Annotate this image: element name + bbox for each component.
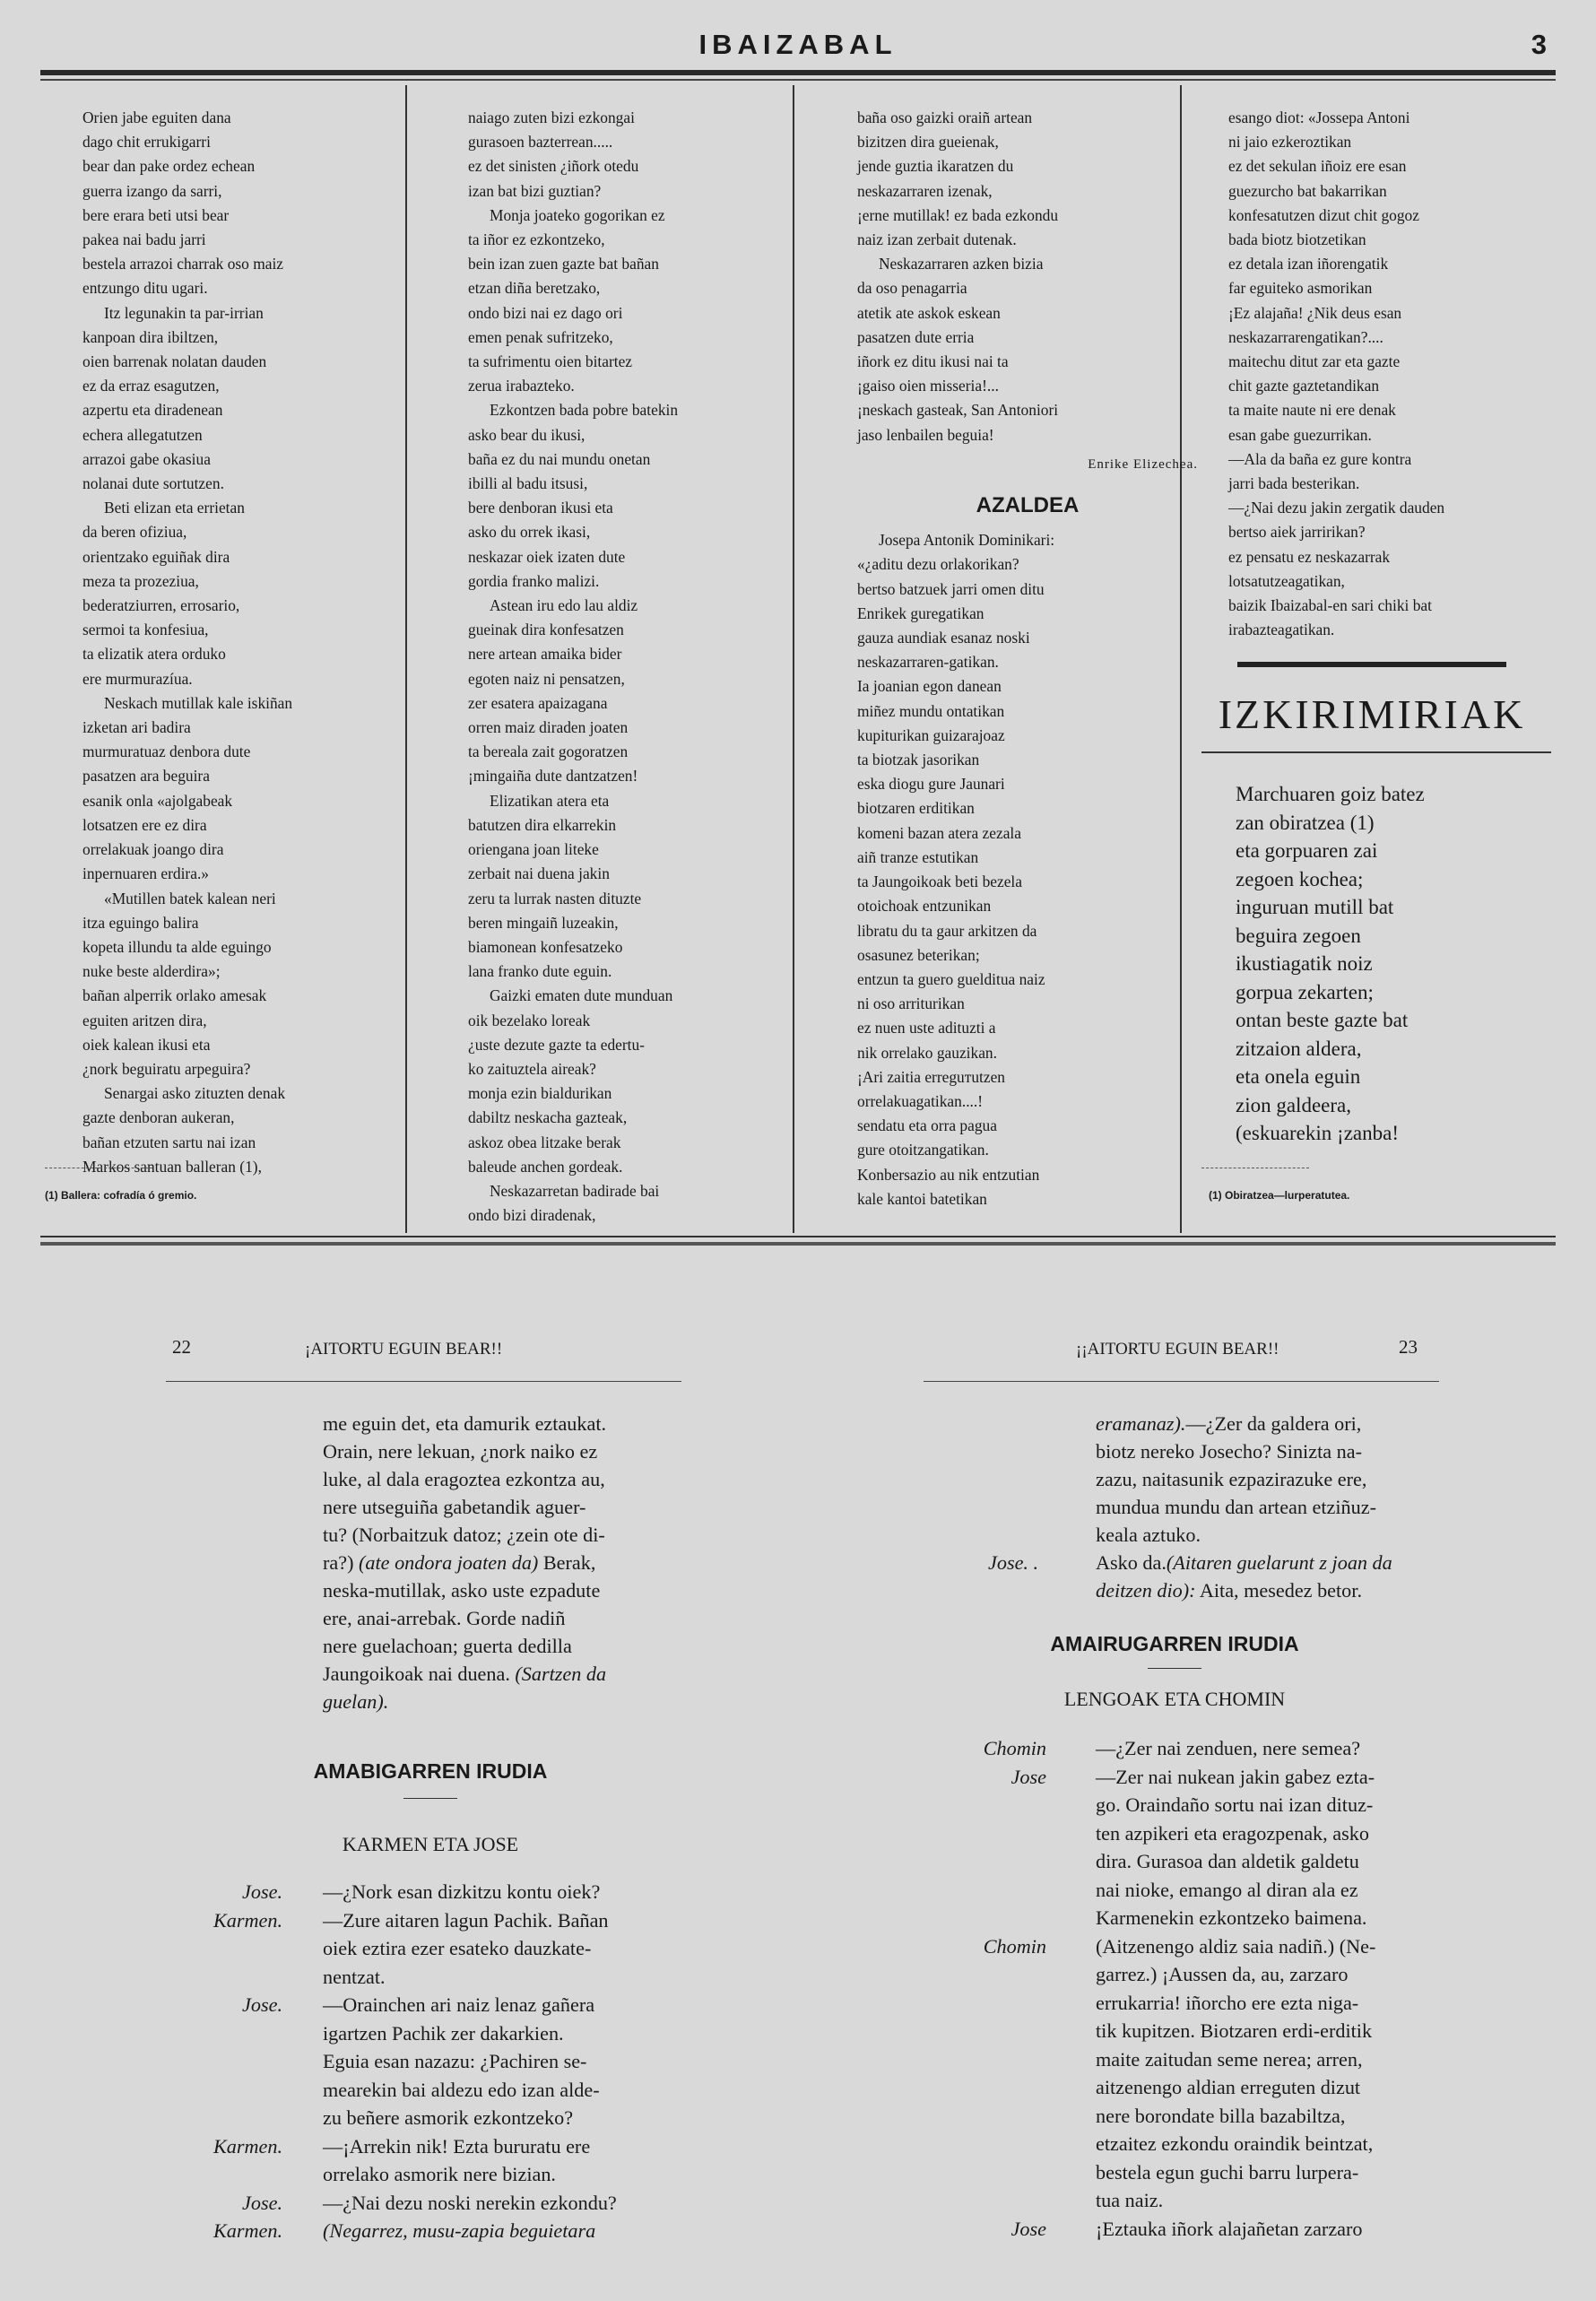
text-line: oien barrenak nolatan dauden: [82, 352, 267, 371]
text-line: neskazar oiek izaten dute: [468, 547, 626, 566]
header-rule-thin: [40, 79, 1556, 81]
text-line: ontan beste gazte bat: [1236, 1009, 1409, 1031]
dialogue-line: ten azpikeri eta eragozpenak, asko: [1096, 1821, 1369, 1845]
text-line: ta maite naute ni ere denak: [1228, 401, 1396, 420]
dialogue-line: aitzenengo aldian erreguten dizut: [1096, 2076, 1361, 2098]
dialogue-line: zu beñere asmorik ezkontzeko?: [323, 2106, 574, 2129]
text-line: egoten naiz ni pensatzen,: [468, 669, 625, 688]
text-line: kale kantoi batetikan: [857, 1189, 987, 1208]
text-line: bere erara beti utsi bear: [82, 205, 230, 224]
text-line: irabazteagatikan.: [1228, 621, 1335, 639]
text-line: oik bezelako loreak: [468, 1011, 591, 1029]
dialogue-line: errukarria! iñorcho ere ezta niga-: [1096, 1991, 1359, 2014]
text-line: baizik Ibaizabal-en sari chiki bat: [1228, 596, 1432, 615]
text-line: naiago zuten bizi ezkongai: [468, 109, 635, 126]
text-line: arrazoi gabe okasiua: [82, 449, 211, 468]
speaker-name: Jose: [1011, 1765, 1046, 1788]
text-line: Astean iru edo lau aldiz: [490, 596, 638, 615]
text-line: keala aztuko.: [1096, 1524, 1201, 1546]
text-line: biotzaren erditikan: [857, 799, 975, 818]
text-line: gauza aundiak esanaz noski: [857, 629, 1030, 647]
dialogue-line: —Zure aitaren lagun Pachik. Bañan: [323, 1908, 609, 1932]
text-line: ni oso arriturikan: [857, 994, 965, 1013]
text-line: entzungo ditu ugari.: [82, 279, 208, 298]
text-line: murmuratuaz denbora dute: [82, 742, 251, 761]
text-line: nere artean amaika bider: [468, 645, 622, 664]
text-line: Ia joanian egon danean: [857, 677, 1002, 696]
text-line: Neskazarretan badirade bai: [490, 1181, 660, 1200]
text-line: ¡gaiso oien misseria!...: [857, 377, 999, 395]
text-line: otoichoak entzunikan: [857, 897, 992, 916]
text-line: ez nuen uste adituzti a: [857, 1019, 996, 1038]
text-line: ibilli al badu itsusi,: [468, 474, 588, 493]
text-line: inguruan mutill bat: [1236, 896, 1394, 918]
text-line: itza eguingo balira: [82, 913, 199, 932]
text-line: luke, al dala eragoztea ezkontza au,: [323, 1468, 605, 1490]
text-line: da oso penagarria: [857, 279, 967, 298]
text-line: pasatzen dute erria: [857, 327, 975, 346]
text-line: asko du orrek ikasi,: [468, 523, 591, 542]
text-line: miñez mundu ontatikan: [857, 701, 1005, 720]
dialogue-line: mearekin bai aldezu edo izan alde-: [323, 2078, 600, 2101]
text-line: esan gabe guezurrikan.: [1228, 425, 1372, 444]
text-line: nere guelachoan; guerta dedilla: [323, 1635, 572, 1657]
text-line: etzan diña beretzako,: [468, 279, 601, 298]
text-line: ¡erne mutillak! ez bada ezkondu: [857, 205, 1059, 224]
text-line: bañan etzuten sartu nai izan: [82, 1133, 256, 1151]
text-line: sermoi ta konfesiua,: [82, 621, 209, 639]
speaker-name: Jose.: [242, 1880, 282, 1903]
dialogue-line: go. Oraindaño sortu nai izan dituz-: [1096, 1793, 1374, 1816]
text-line: Jaungoikoak nai duena. (Sartzen da: [323, 1663, 607, 1685]
dialogue-line: nere borondate billa bazabiltza,: [1096, 2104, 1346, 2127]
text-line: ez pensatu ez neskazarrak: [1228, 547, 1391, 566]
text-line: jaso lenbailen beguia!: [857, 425, 994, 444]
text-line: izketan ari badira: [82, 718, 191, 737]
text-line: orientzako eguiñak dira: [82, 547, 230, 566]
speaker-name: Karmen.: [213, 2134, 282, 2158]
text-line: pasatzen ara beguira: [82, 767, 210, 786]
dialogue-line: ¡Eztauka iñork alajañetan zarzaro: [1096, 2217, 1363, 2240]
text-line: mundua mundu dan artean etziñuz-: [1096, 1496, 1376, 1518]
izkirimiriak-text: [1236, 780, 1558, 1148]
text-line: kanpoan dira ibiltzen,: [82, 327, 219, 346]
text-line: jarri bada besterikan.: [1228, 474, 1360, 493]
dialogue-line: etzaitez ezkondu oraindik beintzat,: [1096, 2132, 1374, 2155]
dialogue-line: tua naiz.: [1096, 2189, 1164, 2211]
text-line: nere utseguiña gabetandik aguer-: [323, 1496, 586, 1518]
text-line: ra?) (ate ondora joaten da) Berak,: [323, 1551, 596, 1574]
text-line: Senargai asko zituzten denak: [104, 1084, 286, 1103]
scene-rule: [403, 1798, 457, 1799]
speaker-name: Chomin: [983, 1934, 1046, 1958]
page-bottom-rule-thick: [40, 1242, 1556, 1246]
text-line: eta gorpuaren zai: [1236, 839, 1378, 862]
dialogue-line: garrez.) ¡Aussen da, au, zarzaro: [1096, 1963, 1349, 1985]
text-line: lotsatzen ere ez dira: [82, 815, 207, 834]
page-number: 3: [1531, 29, 1547, 60]
text-line: Elizatikan atera eta: [490, 791, 610, 810]
book-right-body: [1096, 1410, 1463, 1549]
text-line: ere murmurazíua.: [82, 669, 193, 688]
page-title: IBAIZABAL: [698, 29, 898, 60]
text-line: —¿Nai dezu jakin zergatik dauden: [1228, 499, 1445, 517]
text-line: zerbait nai duena jakin: [468, 864, 610, 883]
speaker-name: Jose.: [242, 2191, 282, 2214]
text-line: lotsatutzeagatikan,: [1228, 571, 1345, 590]
text-line: aiñ tranze estutikan: [857, 847, 979, 866]
text-line: eska diogu gure Jaunari: [857, 775, 1005, 794]
book-header-rule: [924, 1381, 1439, 1382]
text-line: inpernuaren erdira.»: [82, 864, 209, 883]
text-line: Beti elizan eta errietan: [104, 499, 245, 517]
text-line: nuke beste alderdira»;: [82, 962, 221, 981]
dialogue-line: nentzat.: [323, 1965, 386, 1988]
dialogue-line: igartzen Pachik zer dakarkien.: [323, 2021, 564, 2045]
text-line: neskazarraren-gatikan.: [857, 653, 999, 672]
text-line: ta iñor ez ezkontzeko,: [468, 230, 605, 249]
text-line: neskazarrarengatikan?....: [1228, 327, 1383, 346]
text-line: bertso aiek jarririkan?: [1228, 523, 1366, 542]
text-line: me eguin det, eta damurik eztaukat.: [323, 1412, 607, 1435]
text-line: ni jaio ezkeroztikan: [1228, 133, 1352, 152]
text-line: Konbersazio au nik entzutian: [857, 1165, 1040, 1184]
text-line: ta sufrimentu oien bitartez: [468, 352, 633, 371]
text-line: gure otoitzangatikan.: [857, 1141, 989, 1159]
text-line: lana franko dute eguin.: [468, 962, 612, 981]
speaker-name: Jose.: [242, 1993, 282, 2016]
text-line: ta elizatik atera orduko: [82, 645, 226, 664]
text-line: dabiltz neskacha gazteak,: [468, 1108, 628, 1127]
text-line: gordia franko malizi.: [468, 571, 600, 590]
text-line: oriengana joan liteke: [468, 840, 599, 859]
book-running-title-left: ¡AITORTU EGUIN BEAR!!: [305, 1340, 503, 1359]
text-line: zitzaion aldera,: [1236, 1037, 1362, 1060]
text-line: gorpua zekarten;: [1236, 980, 1374, 1003]
text-line: eguiten aritzen dira,: [82, 1011, 207, 1029]
text-line: jende guztia ikaratzen du: [857, 157, 1014, 176]
text-line: biotz nereko Josecho? Sinizta na-: [1096, 1440, 1362, 1463]
text-line: gurasoen bazterrean.....: [468, 133, 613, 152]
scene-subtitle-right: LENGOAK ETA CHOMIN: [1063, 1688, 1286, 1710]
text-line: (eskuarekin ¡zanba!: [1236, 1122, 1399, 1144]
text-line: oiek kalean ikusi eta: [82, 1035, 211, 1054]
text-line: orrelakuagatikan....!: [857, 1091, 984, 1110]
text-line: ondo bizi diradenak,: [468, 1206, 596, 1225]
text-line: guelan).: [323, 1690, 389, 1713]
dialogue-line: Karmenekin ezkontzeko baimena.: [1096, 1906, 1367, 1929]
text-line: gueinak dira konfesatzen: [468, 621, 624, 639]
text-line: zegoen kochea;: [1236, 867, 1364, 890]
text-line: Ezkontzen bada pobre batekin: [490, 401, 679, 420]
text-line: baña ez du nai mundu onetan: [468, 449, 651, 468]
text-line: kupiturikan guizarajoaz: [857, 725, 1005, 744]
book-header-rule: [166, 1381, 681, 1382]
text-line: Monja joateko gogorikan ez: [490, 205, 665, 224]
text-line: neskazarraren izenak,: [857, 181, 993, 200]
text-line: ez det sekulan iñoiz ere esan: [1228, 157, 1407, 176]
text-line: zan obiratzea (1): [1236, 811, 1375, 834]
book-left-body: [323, 1410, 681, 1715]
text-line: atetik ate askok eskean: [857, 303, 1001, 322]
text-line: Orain, nere lekuan, ¿nork naiko ez: [323, 1440, 598, 1463]
scene-title-left: AMABIGARREN IRUDIA: [313, 1759, 548, 1783]
text-line: Itz legunakin ta par-irrian: [104, 303, 264, 322]
text-line: sendatu eta orra pagua: [857, 1116, 997, 1135]
column-2: [468, 106, 809, 1228]
text-line: beren mingaiñ luzeakin,: [468, 913, 619, 932]
text-line: ondo bizi nai ez dago ori: [468, 303, 623, 322]
text-line: chit gazte gaztetandikan: [1228, 377, 1380, 395]
text-line: ta Jaungoikoak beti bezela: [857, 873, 1022, 891]
text-line: ¡Ari zaitia erreguтutzen: [857, 1067, 1005, 1086]
dialogue-line: bestela egun guchi barru lurpera-: [1096, 2160, 1359, 2184]
book-page-number-right: 23: [1399, 1336, 1418, 1358]
dialogue-line: —¿Nai dezu noski nerekin ezkondu?: [323, 2191, 617, 2214]
section-rule: [1201, 751, 1551, 753]
text-line: Neskazarraren azken bizia: [879, 255, 1044, 274]
dialogue-line: —Orainchen ari naiz lenaz gañera: [323, 1993, 595, 2016]
text-line: biamonean konfesatzeko: [468, 937, 623, 956]
text-line: eramanaz).—¿Zer da galdera ori,: [1096, 1412, 1362, 1435]
section-title-azaldea: AZALDEA: [976, 493, 1080, 518]
text-line: iñork ez ditu ikusi nai ta: [857, 352, 1009, 371]
text-line: zerua irabazteko.: [468, 377, 575, 395]
column-3: [857, 106, 1198, 1211]
text-line: echera allegatutzen: [82, 425, 203, 444]
dialogue-line: —¿Nork esan dizkitzu kontu oiek?: [323, 1880, 601, 1903]
text-line: eta onela eguin: [1236, 1065, 1361, 1088]
text-line: azpertu eta diradenean: [82, 401, 223, 420]
text-line: esanik onla «ajolgabeak: [82, 791, 233, 810]
dialogue-line: —¿Zer nai zenduen, nere semea?: [1096, 1737, 1361, 1759]
speaker-name: Jose: [1011, 2217, 1046, 2240]
dialogue-line: oiek eztira ezer esateko dauzkate-: [323, 1937, 592, 1959]
text-line: monja ezin bialdurikan: [468, 1084, 612, 1103]
scene-rule: [1148, 1668, 1201, 1669]
text-line: «Mutillen batek kalean neri: [104, 889, 276, 907]
text-line: ere, anai-arrebak. Gorde nadiñ: [323, 1607, 566, 1629]
dialogue-line: tik kupitzen. Biotzaren erdi-erditik: [1096, 2019, 1373, 2042]
text-line: entzun ta guero gueldituа naiz: [857, 969, 1045, 988]
text-line: Gaizki ematen dute munduan: [490, 986, 673, 1005]
text-line: bestela arrazoi charrak oso maiz: [82, 255, 284, 274]
text-line: kopeta illundu ta alde eguingo: [82, 937, 272, 956]
text-line: ez det sinisten ¿iñork otedu: [468, 157, 639, 176]
scene-subtitle-left: KARMEN ETA JOSE: [342, 1833, 519, 1855]
speaker-name: Chomin: [983, 1737, 1046, 1759]
text-line: zazu, naitasunik ezpazirazuke ere,: [1096, 1468, 1367, 1490]
text-line: libratu du ta gaur arkitzen da: [857, 921, 1037, 940]
dialogue-line: orrelako asmorik nere bizian.: [323, 2163, 556, 2185]
text-line: dago chit errukigarri: [82, 133, 211, 152]
ornament-rule: [1237, 662, 1506, 667]
text-line: zeru ta lurrak nasten dituzte: [468, 889, 642, 907]
text-line: ko zaituztela aireak?: [468, 1059, 596, 1078]
column-1: [82, 106, 423, 1179]
header-rule: [40, 70, 1556, 75]
text-line: naiz izan zerbait dutenak.: [857, 230, 1017, 249]
text-line: bizitzen dira gueienak,: [857, 133, 999, 152]
dialogue-line: nai nioke, emango al diran ala ez: [1096, 1878, 1358, 1901]
text-line: bañan alperrik orlako amesak: [82, 986, 267, 1005]
text-line: ta biotzak jasorikan: [857, 751, 980, 769]
text-line: batutzen dira elkarrekin: [468, 815, 617, 834]
scene-title-right: AMAIRUGARREN IRUDIA: [1050, 1632, 1299, 1655]
text-line: ez da erraz esagutzen,: [82, 377, 220, 395]
text-line: askoz obea litzake berak: [468, 1133, 621, 1151]
text-line: ¡mingaiña dute dantzatzen!: [468, 767, 638, 786]
text-line: Orien jabe eguiten dana: [82, 109, 231, 126]
text-line: nolanai dute sortutzen.: [82, 474, 224, 493]
dialogue-line: —¡Arrekin nik! Ezta bururatu ere: [323, 2134, 591, 2158]
text-line: komeni bazan atera zezala: [857, 823, 1021, 842]
text-line: bein izan zuen gazte bat bañan: [468, 255, 659, 274]
text-line: bear dan pake ordez echean: [82, 157, 256, 176]
jose-line: Jose. . Asko da.(Aitaren guelarunt z joan da deitzen dio): Aita, mesedez betor.: [988, 1551, 1392, 1602]
text-line: Enrikek guregatikan: [857, 603, 984, 622]
text-line: ta bereala zait gogoratzen: [468, 742, 629, 761]
section-title-izkirimiriak: IZKIRIMIRIAK: [1218, 691, 1526, 737]
text-line: ikustiagatik noiz: [1236, 952, 1373, 975]
footnote: (1) Ballera: cofradía ó gremio.: [45, 1189, 197, 1202]
text-line: meza ta prozeziua,: [82, 571, 199, 590]
dialogue-line: (Negarrez, musu-zapia beguietara: [323, 2219, 596, 2242]
dialogue-line: dira. Gurasoa dan aldetik galdetu: [1096, 1850, 1359, 1872]
text-line: far eguiteko asmorikan: [1228, 279, 1373, 298]
text-line: konfesatutzen dizut chit gogoz: [1228, 205, 1419, 224]
text-line: bertso batzuek jarri omen ditu: [857, 579, 1045, 598]
text-line: maitechu ditut zar eta gazte: [1228, 352, 1401, 371]
speaker-name: Karmen.: [213, 1908, 282, 1932]
text-line: beguira zegoen: [1236, 924, 1361, 947]
text-line: orrelakuak joango dira: [82, 840, 224, 859]
dialogue-line: —Zer nai nukean jakin gabez ezta-: [1096, 1765, 1375, 1788]
text-line: izan bat bizi guztian?: [468, 181, 602, 200]
text-line: pakea nai badu jarri: [82, 230, 206, 249]
text-line: emen penak sufritzeko,: [468, 327, 613, 346]
text-line: Josepa Antonik Dominikari:: [879, 531, 1055, 550]
text-line: —Ala da baña ez gure kontra: [1228, 449, 1412, 468]
book-page-number-left: 22: [172, 1336, 191, 1358]
text-line: baña oso gaizki oraiñ artean: [857, 109, 1033, 126]
speaker-name: Karmen.: [213, 2219, 282, 2242]
text-line: zer esatera apaizagana: [468, 693, 608, 712]
text-line: Marchuaren goiz batez: [1236, 783, 1425, 805]
text-line: ¡Ez alajaña! ¿Nik deus esan: [1228, 303, 1402, 322]
text-line: guerra izango da sarri,: [82, 181, 222, 200]
text-line: ez detala izan iñorengatik: [1228, 255, 1389, 274]
text-line: «¿aditu dezu orlakorikan?: [857, 555, 1019, 574]
column-4: [1228, 106, 1569, 642]
text-line: osasunez beterikan;: [857, 945, 980, 964]
text-line: zion galdeera,: [1236, 1093, 1351, 1116]
text-line: esango diot: «Jossepa Antoni: [1228, 109, 1410, 126]
text-line: bederatziurren, errosario,: [82, 596, 240, 615]
text-line: Markos santuan balleran (1),: [82, 1157, 262, 1176]
text-line: asko bear du ikusi,: [468, 425, 585, 444]
text-line: nik orrelako gauzikan.: [857, 1043, 997, 1062]
text-line: ¿nork beguiratu arpeguira?: [82, 1059, 251, 1078]
text-line: bada biotz biotzetikan: [1228, 230, 1366, 249]
page-bottom-rule: [40, 1236, 1556, 1237]
text-line: Neskach mutillak kale iskiñan: [104, 693, 293, 712]
text-line: da beren ofiziua,: [82, 523, 187, 542]
text-line: baleude anchen gordeak.: [468, 1157, 623, 1176]
text-line: guezurcho bat bakarrikan: [1228, 181, 1387, 200]
text-line: ¡neskach gasteak, San Antoniori: [857, 401, 1059, 420]
book-running-title-right: ¡¡AITORTU EGUIN BEAR!!: [1076, 1340, 1279, 1359]
text-line: tu? (Norbaitzuk datoz; ¿zein ote di-: [323, 1524, 605, 1546]
text-line: neska-mutillak, asko uste ezpadute: [323, 1579, 601, 1602]
text-line: bere denboran ikusi eta: [468, 499, 613, 517]
dialogue-line: maite zaitudan seme nerea; arren,: [1096, 2047, 1363, 2071]
dialogue-line: Eguia esan nazazu: ¿Pachiren se-: [323, 2050, 587, 2072]
dialogue-line: (Aitzenengo aldiz saia nadiñ.) (Ne-: [1096, 1934, 1376, 1958]
text-line: ¿uste dezute gazte ta edertu-: [468, 1035, 645, 1054]
footnote: (1) Obiratzea—lurperatutea.: [1209, 1189, 1350, 1202]
text-line: orren maiz diraden joaten: [468, 718, 629, 737]
text-line: gazte denboran aukeran,: [82, 1108, 235, 1127]
signature: Enrike Elizechea.: [1088, 456, 1198, 472]
